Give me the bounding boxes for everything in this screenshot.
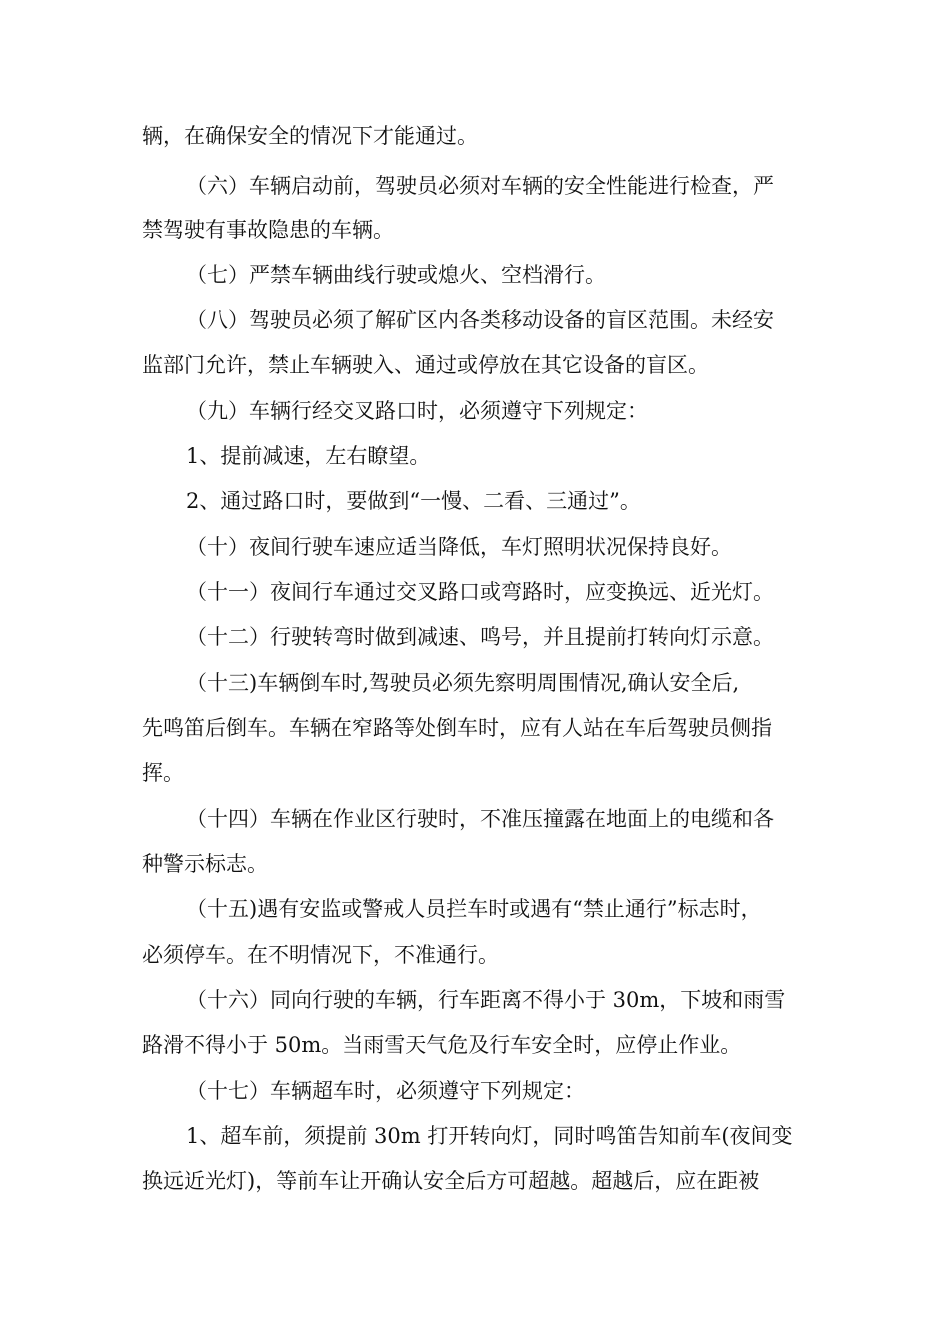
text-line: （六）车辆启动前，驾驶员必须对车辆的安全性能进行检查，严 [186,174,774,198]
text-line: 路滑不得小于 50m。当雨雪天气危及行车安全时，应停止作业。 [142,1033,742,1057]
text-line: 1、超车前，须提前 30m 打开转向灯，同时鸣笛告知前车(夜间变 [186,1124,793,1148]
text-line: （十三)车辆倒车时,驾驶员必须先察明周围情况,确认安全后, [186,671,740,695]
text-line: 种警示标志。 [142,852,268,876]
text-line: 挥。 [142,761,184,785]
text-line: 必须停车。在不明情况下，不准通行。 [142,943,499,967]
text-line: （十七）车辆超车时，必须遵守下列规定： [186,1079,585,1103]
text-line: 辆，在确保安全的情况下才能通过。 [142,124,478,148]
text-line: （十六）同向行驶的车辆，行车距离不得小于 30m，下坡和雨雪 [186,988,786,1012]
text-line: （十四）车辆在作业区行驶时，不准压撞露在地面上的电缆和各 [186,807,774,831]
text-line: 禁驾驶有事故隐患的车辆。 [142,218,394,242]
text-line: （十五)遇有安监或警戒人员拦车时或遇有“禁止通行”标志时， [186,897,762,921]
text-line: （十二）行驶转弯时做到减速、鸣号，并且提前打转向灯示意。 [186,625,774,649]
text-line: 先鸣笛后倒车。车辆在窄路等处倒车时，应有人站在车后驾驶员侧指 [142,716,772,740]
text-line: （十）夜间行驶车速应适当降低，车灯照明状况保持良好。 [186,535,732,559]
text-line: 换远近光灯)，等前车让开确认安全后方可超越。超越后，应在距被 [142,1169,760,1193]
text-line: 2、通过路口时，要做到“一慢、二看、三通过”。 [186,489,641,513]
text-line: （七）严禁车辆曲线行驶或熄火、空档滑行。 [186,263,606,287]
text-line: （九）车辆行经交叉路口时，必须遵守下列规定： [186,399,648,423]
text-line: （八）驾驶员必须了解矿区内各类移动设备的盲区范围。未经安 [186,308,774,332]
text-line: 1、提前减速，左右瞭望。 [186,444,431,468]
text-line: （十一）夜间行车通过交叉路口或弯路时，应变换远、近光灯。 [186,580,774,604]
text-line: 监部门允许，禁止车辆驶入、通过或停放在其它设备的盲区。 [142,353,709,377]
